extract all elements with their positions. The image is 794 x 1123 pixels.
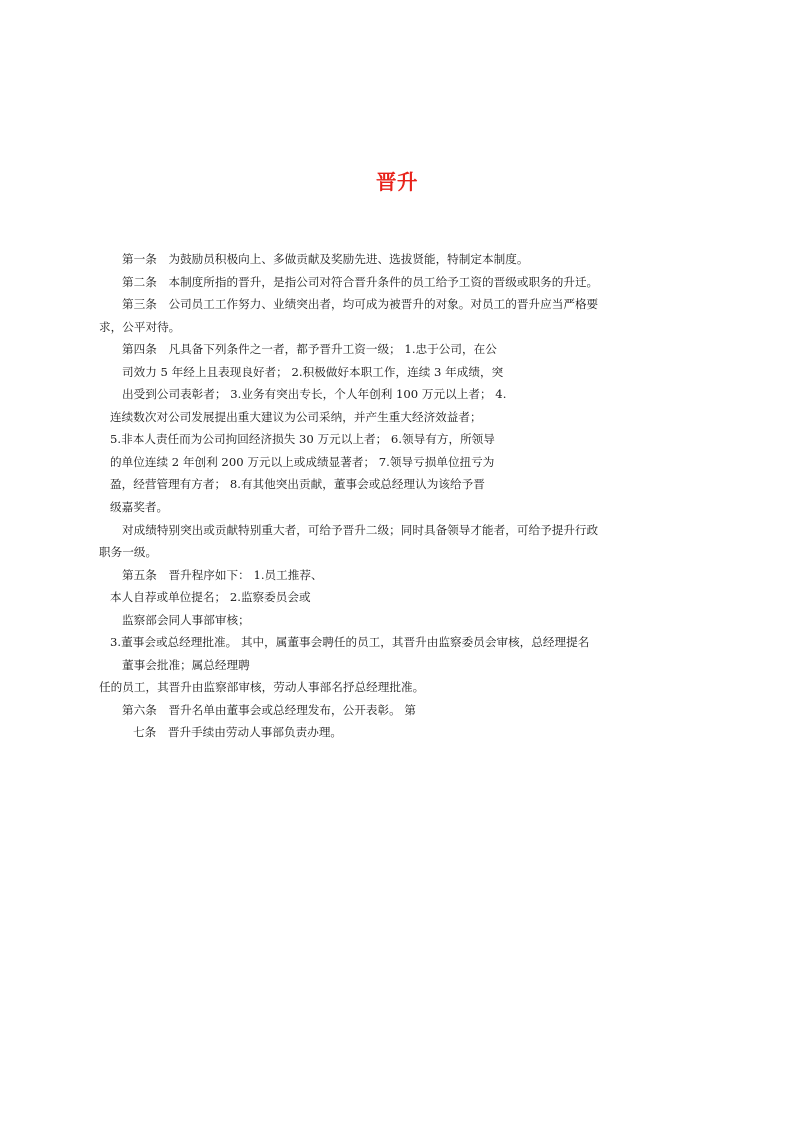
body-line: 第五条 晋升程序如下： 1.员工推荐、 [122, 567, 323, 582]
body-line: 第二条 本制度所指的晋升，是指公司对符合晋升条件的员工给予工资的晋级或职务的升迁。 [122, 274, 599, 289]
body-line: 第四条 凡具备下列条件之一者，都予晋升工资一级； 1.忠于公司，在公 [122, 342, 497, 357]
body-line: 出受到公司表彰者； 3.业务有突出专长，个人年创利 100 万元以上者； 4. [122, 387, 507, 402]
body-line: 监察部会同人事部审核； [122, 612, 250, 627]
body-line: 级嘉奖者。 [110, 500, 169, 515]
page-title: 晋升 [376, 170, 418, 194]
body-line: 职务一级。 [99, 545, 158, 560]
body-line: 第六条 晋升名单由董事会或总经理发布，公开表彰。 第 [122, 702, 417, 717]
body-line: 3.董事会或总经理批准。 其中，属董事会聘任的员工，其晋升由监察委员会审核，总经理提名 [110, 635, 590, 650]
body-line: 第一条 为鼓励员积极向上、多做贡献及奖励先进、选拔贤能，特制定本制度。 [122, 252, 529, 266]
body-line: 求，公平对待。 [99, 319, 181, 334]
body-line: 5.非本人责任而为公司拘回经济损失 30 万元以上者； 6.领导有方，所领导 [110, 432, 495, 447]
body-line: 的单位连续 2 年创利 200 万元以上或成绩显著者； 7.领导亏损单位扭亏为 [110, 454, 495, 469]
body-line: 任的员工，其晋升由监察部审核，劳动人事部名抒总经理批准。 [99, 680, 425, 695]
body-line: 本人自荐或单位提名； 2.监察委员会或 [110, 590, 311, 605]
body-line: 对成绩特别突出或贡献特别重大者，可给予晋升二级；同时具备领导才能者，可给予提升行政 [122, 522, 599, 537]
document-body [99, 248, 703, 744]
body-line: 七条 晋升手续由劳动人事部负责办理。 [133, 725, 343, 740]
body-line: 第三条 公司员工工作努力、业绩突出者，均可成为被晋升的对象。对员工的晋升应当严格要 [122, 297, 599, 312]
body-line: 盈，经营管理有方者； 8.有其他突出贡献，董事会或总经理认为该给予晋 [110, 477, 485, 492]
body-line: 董事会批准；属总经理聘 [122, 657, 250, 672]
body-line: 连续数次对公司发展提出重大建议为公司采纳，并产生重大经济效益者； [110, 409, 482, 424]
body-line: 司效力 5 年经上且表现良好者； 2.积极做好本职工作，连续 3 年成绩，突 [122, 364, 504, 379]
